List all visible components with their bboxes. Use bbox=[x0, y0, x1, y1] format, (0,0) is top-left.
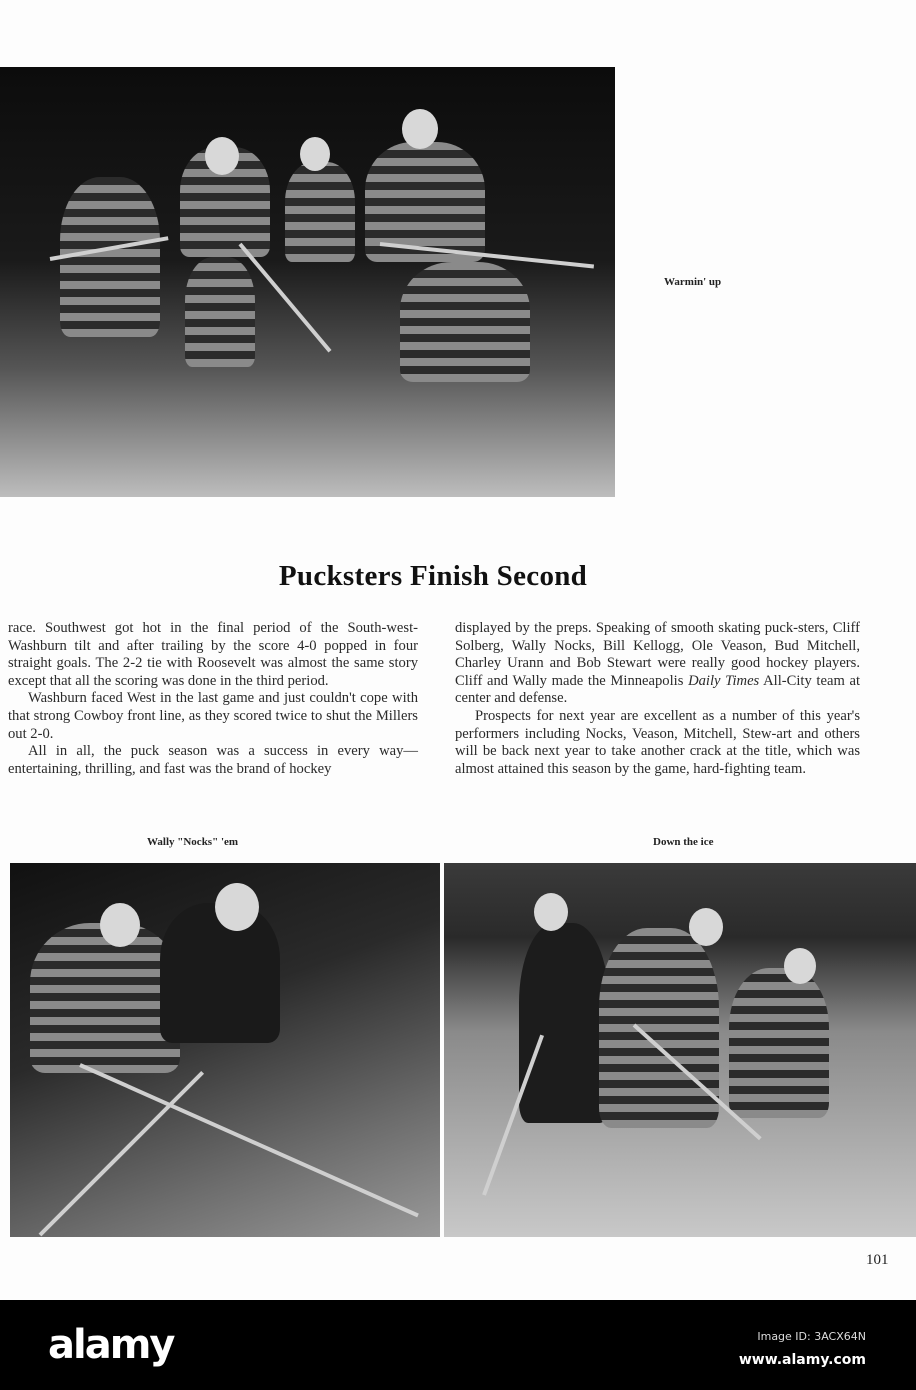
player-head bbox=[100, 903, 140, 947]
article-text: All-City team at center and defense. bbox=[455, 672, 860, 707]
player-figure bbox=[519, 923, 609, 1123]
player-figure bbox=[60, 177, 160, 337]
player-figure bbox=[400, 262, 530, 382]
player-head bbox=[784, 948, 816, 984]
article-paragraph: race. Southwest got hot in the final period of the South-west-Washburn tilt and after trailing by the score 4-0 popped in four straight goals. The 2-2 tie with Roosevelt was almost the same story except that all the scoring was done in the third period. bbox=[8, 620, 418, 689]
player-head bbox=[402, 109, 438, 149]
alamy-logo: alamy bbox=[48, 1322, 174, 1368]
caption-wally-nocks-em: Wally "Nocks" 'em bbox=[147, 836, 239, 848]
watermark-footer bbox=[0, 1300, 916, 1390]
page-number: 101 bbox=[866, 1252, 889, 1268]
article-paragraph bbox=[455, 620, 860, 708]
player-head bbox=[205, 137, 239, 175]
player-head bbox=[215, 883, 259, 931]
player-figure bbox=[160, 903, 280, 1043]
image-id: Image ID: 3ACX64N bbox=[757, 1330, 866, 1343]
player-figure bbox=[599, 928, 719, 1128]
article-paragraph: All in all, the puck season was a success in every way—entertaining, thrilling, and fast was the brand of hockey bbox=[8, 743, 418, 777]
article-paragraph: Prospects for next year are excellent as a number of this year's performers including Nocks, Veason, Mitchell, Stew-art and others will be back next year to take another crack at the title, which was almost attained this season by the game, hard-fighting team. bbox=[455, 707, 860, 777]
page-title: Pucksters Finish Second bbox=[278, 560, 588, 592]
watermark-url: www.alamy.com bbox=[738, 1352, 866, 1368]
photo-down-the-ice bbox=[444, 863, 916, 1237]
player-head bbox=[689, 908, 723, 946]
player-figure bbox=[185, 257, 255, 367]
hockey-stick bbox=[39, 1071, 204, 1236]
player-head bbox=[300, 137, 330, 171]
article-left-column bbox=[8, 620, 418, 778]
article-paragraph: Washburn faced West in the last game and just couldn't cope with that strong Cowboy front line, as they scored twice to shut the Millers out 2-0. bbox=[8, 690, 418, 742]
article-text: displayed by the preps. Speaking of smooth skating puck-sters, Cliff Solberg, Wally Nocks, Bill Kellogg, Ole Veason, Bud Mitchell, Charley Urann and Bob Stewart were really good hockey players. Cliff and Wally made the Minneapolis bbox=[455, 620, 860, 689]
article-right-column bbox=[455, 620, 860, 778]
caption-warmin-up: Warmin' up bbox=[664, 276, 722, 288]
photo-warmin-up bbox=[0, 67, 615, 497]
newspaper-name: Daily Times bbox=[688, 672, 760, 689]
photo-wally-nocks-em bbox=[10, 863, 440, 1237]
player-head bbox=[534, 893, 568, 931]
player-figure bbox=[285, 162, 355, 262]
player-figure bbox=[30, 923, 180, 1073]
player-figure bbox=[729, 968, 829, 1118]
caption-down-the-ice: Down the ice bbox=[653, 836, 714, 848]
